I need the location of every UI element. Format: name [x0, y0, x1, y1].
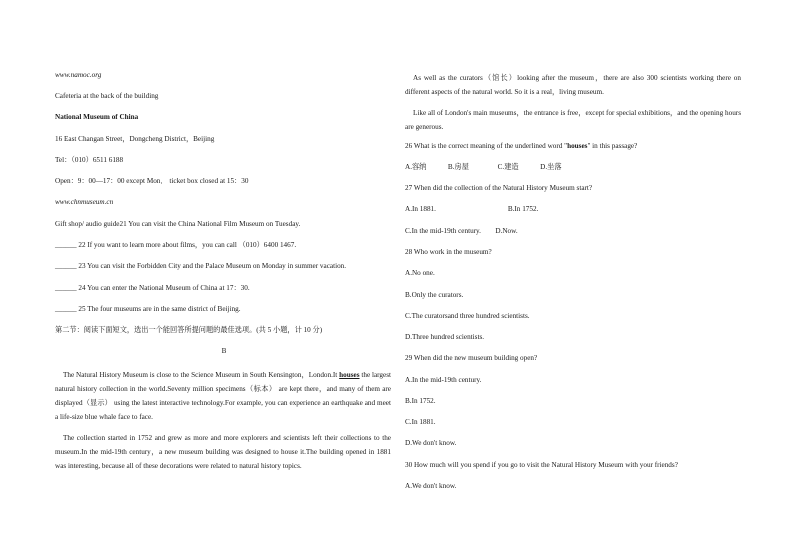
question-24: ______ 24 You can enter the National Museum of China at 17：30.: [55, 284, 250, 292]
question-28-option-b: B.Only the curators.: [405, 291, 464, 299]
address-line: 16 East Changan Street，Dongcheng District，Beijing: [55, 135, 215, 143]
question-28-option-a: A.No one.: [405, 269, 435, 277]
question-26: 26 What is the correct meaning of the underlined word "houses" in this passage?: [405, 142, 638, 150]
question-27-options-ab: A.In 1881. B.In 1752.: [405, 205, 539, 213]
question-25: ______ 25 The four museums are in the same district of Beijing.: [55, 305, 241, 313]
question-21: Gift shop/ audio guide21 You can visit the China National Film Museum on Tuesday.: [55, 220, 301, 228]
passage-paragraph-2: The collection started in 1752 and grew as more and more explorers and scientists left their collections to the museum.In the mid-19th century，a new museum building was designed to house it.The building opened in 1881 was interesting, because all of these decorations were related to natural history topics.: [55, 434, 391, 470]
question-27-options-cd: C.In the mid-19th century. D.Now.: [405, 227, 518, 235]
passage-paragraph-1: The Natural History Museum is close to the Science Museum in South Kensington，London.It houses the largest natural history collection in the world.Seventy million specimens（标本） are kept there，and many of them are displayed（显示） using the latest interactive technology.For example, you can experience an earthquake and meet a life-size blue whale face to face.: [55, 371, 392, 421]
question-22: ______ 22 If you want to learn more about films，you can call （010）6400 1467.: [55, 241, 297, 249]
passage-paragraph-4: Like all of London's main museums，the entrance is free，except for special exhibitions，and the opening hours are generous.: [405, 109, 741, 131]
section-instruction: 第二节：阅读下面短文，选出一个能回答所提问题的最佳选项。(共 5 小题，计 10 分): [55, 326, 323, 334]
question-23: ______ 23 You can visit the Forbidden City and the Palace Museum on Monday in summer vacation.: [55, 262, 347, 270]
question-28-option-d: D.Three hundred scientists.: [405, 333, 485, 341]
question-29-option-b: B.In 1752.: [405, 397, 436, 405]
question-28-option-c: C.The curatorsand three hundred scientists.: [405, 312, 530, 320]
question-27: 27 When did the collection of the Natural History Museum start?: [405, 184, 593, 192]
underlined-word-houses: houses: [339, 371, 360, 379]
question-26-options: A.容纳 B.房屋 C.建造 D.坐落: [405, 163, 562, 171]
question-30: 30 How much will you spend if you go to visit the Natural History Museum with your friends?: [405, 461, 678, 469]
question-29-option-a: A.In the mid-19th century.: [405, 376, 482, 384]
question-29: 29 When did the new museum building open?: [405, 354, 538, 362]
museum-heading: National Museum of China: [55, 113, 139, 121]
cafeteria-line: Cafeteria at the back of the building: [55, 92, 159, 100]
question-30-option-a: A.We don't know.: [405, 482, 457, 490]
question-28: 28 Who work in the museum?: [405, 248, 492, 256]
tel-line: Tel：（010）6511 6188: [55, 156, 124, 164]
quoted-word-houses: houses: [567, 142, 588, 150]
open-hours-line: Open：9：00—17：00 except Mon． ticket box closed at 15：30: [55, 177, 249, 185]
passage-paragraph-3: As well as the curators（馆长）looking after the museum，there are also 300 scientists working there on different aspects of the natural world. So it is a real，living museum.: [405, 74, 741, 96]
question-29-option-d: D.We don't know.: [405, 439, 457, 447]
passage-label: B: [221, 347, 227, 355]
website-chnmuseum: www.chnmuseum.cn: [55, 198, 114, 206]
question-29-option-c: C.In 1881.: [405, 418, 436, 426]
website-namoc: www.namoc.org: [55, 71, 102, 79]
